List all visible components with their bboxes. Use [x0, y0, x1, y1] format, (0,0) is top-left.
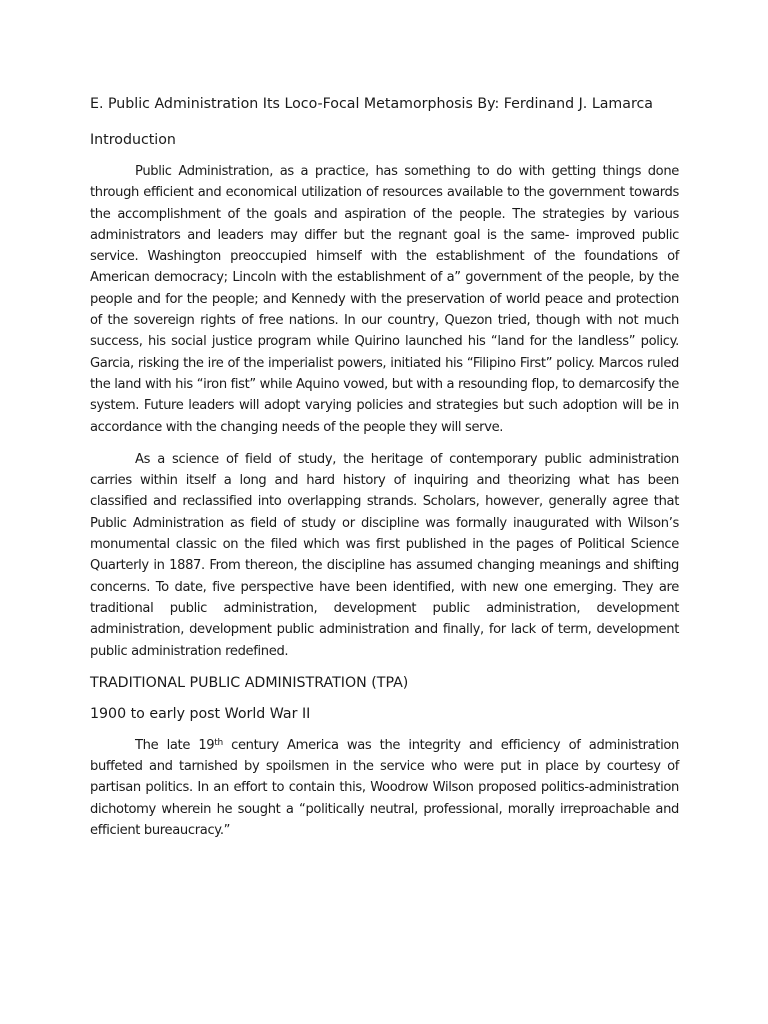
- paragraph-introduction: Public Administration, as a practice, has something to do with getting things done through efficient and economical utilization of resources available to the government towards the accomplishment of the goals and aspiration of the people. The strategies by various administrators and leaders may differ but the regnant goal is the same- improved public service. Washington preoccupied himself with the establishment of the foundations of American democracy; Lincoln with the establishment of a” government of the people, by the people and for the people; and Kennedy with the preservation of world peace and protection of the sovereign rights of free nations. In our country, Quezon tried, though with not much success, his social justice program while Quirino launched his “land for the landless” policy. Garcia, risking the ire of the imperialist powers, initiated his “Filipino First” policy. Marcos ruled the land with his “iron fist” while Aquino vowed, but with a resounding flop, to demarcosify the system. Future leaders will adopt varying policies and strategies but such adoption will be in accordance with the changing needs of the people they will serve.: [90, 164, 679, 435]
- paragraph3-start: The late 19: [135, 737, 215, 753]
- ordinal-superscript: th: [214, 737, 223, 748]
- tpa-heading: TRADITIONAL PUBLIC ADMINISTRATION (TPA): [90, 674, 409, 691]
- paragraph3-rest: century America was the integrity and efficiency of administration buffeted and tarnished by spoilsmen in the service who were put in place by courtesy of partisan politics. In an effort to contain this, Woodrow Wilson proposed politics-administration dichotomy wherein he sought a “politically neutral, professional, morally irreproachable and efficient bureaucracy.”: [90, 737, 679, 839]
- paragraph-science-of-study: As a science of field of study, the heritage of contemporary public administration carries within itself a long and hard history of inquiring and theorizing what has been classified and reclassified into overlapping strands. Scholars, however, generally agree that Public Administration as field of study or discipline was formally inaugurated with Wilson’s monumental classic on the filed which was first published in the pages of Political Science Quarterly in 1887. From thereon, the discipline has assumed changing meanings and shifting concerns. To date, five perspective have been identified, with new one emerging. They are traditional public administration, development public administration, development administration, development public administration and finally, for lack of term, development public administration redefined.: [90, 451, 679, 659]
- document-title: E. Public Administration Its Loco-Focal Metamorphosis By: Ferdinand J. Lamarca: [90, 96, 653, 112]
- period-heading: 1900 to early post World War II: [90, 705, 311, 722]
- introduction-heading: Introduction: [90, 132, 176, 148]
- document-body: [90, 94, 679, 852]
- paragraph-late-19th-century: [90, 735, 679, 841]
